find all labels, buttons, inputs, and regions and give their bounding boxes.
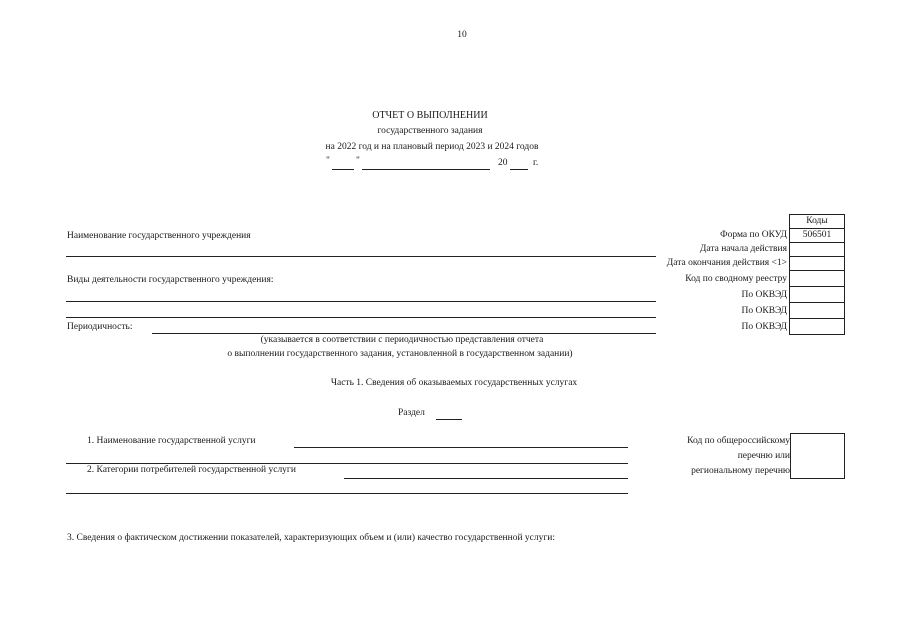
service-code-box[interactable]	[790, 433, 845, 479]
date-close-quote: "	[356, 156, 360, 166]
consumers-line-2[interactable]	[66, 493, 628, 494]
codes-label-okved-1: По ОКВЭД	[741, 290, 787, 300]
service-name-line-2[interactable]	[66, 463, 628, 464]
codes-value-end-date[interactable]	[789, 256, 845, 271]
institution-name-line[interactable]	[66, 256, 656, 257]
codes-value-okud[interactable]: 506501	[789, 228, 845, 243]
report-period: на 2022 год и на плановый период 2023 и 2024 годов	[325, 142, 539, 152]
service-name-line-1[interactable]	[294, 447, 628, 448]
activity-types-line-1[interactable]	[66, 301, 656, 302]
codes-label-okved-2: По ОКВЭД	[741, 306, 787, 316]
code-label-1: Код по общероссийскому	[687, 436, 790, 446]
periodicity-label: Периодичность:	[67, 322, 133, 332]
activity-types-label: Виды деятельности государственного учреждения:	[67, 275, 274, 285]
code-label-3: региональному перечню	[691, 466, 790, 476]
date-day-line[interactable]	[332, 169, 354, 170]
codes-label-start-date: Дата начала действия	[699, 244, 787, 254]
codes-value-okved-1[interactable]	[789, 286, 845, 303]
codes-label-okved-3: По ОКВЭД	[741, 322, 787, 332]
report-subtitle: государственного задания	[377, 126, 483, 136]
section-number-line[interactable]	[436, 419, 462, 420]
codes-value-okved-3[interactable]	[789, 318, 845, 335]
codes-label-registry: Код по сводному реестру	[685, 274, 787, 284]
consumers-label: 2. Категории потребителей государственной услуги	[87, 465, 296, 475]
periodicity-note-2: о выполнении государственного задания, установленной в государственном задании)	[227, 349, 573, 359]
report-title: ОТЧЕТ О ВЫПОЛНЕНИИ	[372, 110, 488, 121]
activity-types-line-2[interactable]	[66, 317, 656, 318]
codes-label-okud: Форма по ОКУД	[720, 230, 787, 240]
service-name-label: 1. Наименование государственной услуги	[87, 436, 256, 446]
codes-value-start-date[interactable]	[789, 242, 845, 257]
date-year-line[interactable]	[510, 169, 528, 170]
codes-label-end-date: Дата окончания действия <1>	[666, 258, 787, 268]
section-label: Раздел	[398, 408, 425, 418]
institution-name-label: Наименование государственного учреждения	[67, 231, 251, 241]
date-year-suffix: г.	[533, 158, 539, 168]
periodicity-note-1: (указывается в соответствии с периодичностью представления отчета	[260, 335, 544, 345]
indicators-heading: 3. Сведения о фактическом достижении показателей, характеризующих объем и (или) качество государственной услуги:	[67, 533, 556, 543]
code-label-2: перечню или	[737, 451, 790, 461]
date-month-line[interactable]	[362, 169, 490, 170]
consumers-line-1[interactable]	[344, 478, 628, 479]
codes-value-registry[interactable]	[789, 270, 845, 287]
part1-title: Часть 1. Сведения об оказываемых государственных услугах	[330, 378, 578, 388]
date-year-prefix: 20	[498, 158, 508, 168]
codes-value-okved-2[interactable]	[789, 302, 845, 319]
date-open-quote: "	[326, 156, 330, 166]
page-number: 10	[457, 30, 467, 40]
periodicity-line[interactable]	[152, 333, 656, 334]
codes-header: Коды	[789, 214, 845, 229]
